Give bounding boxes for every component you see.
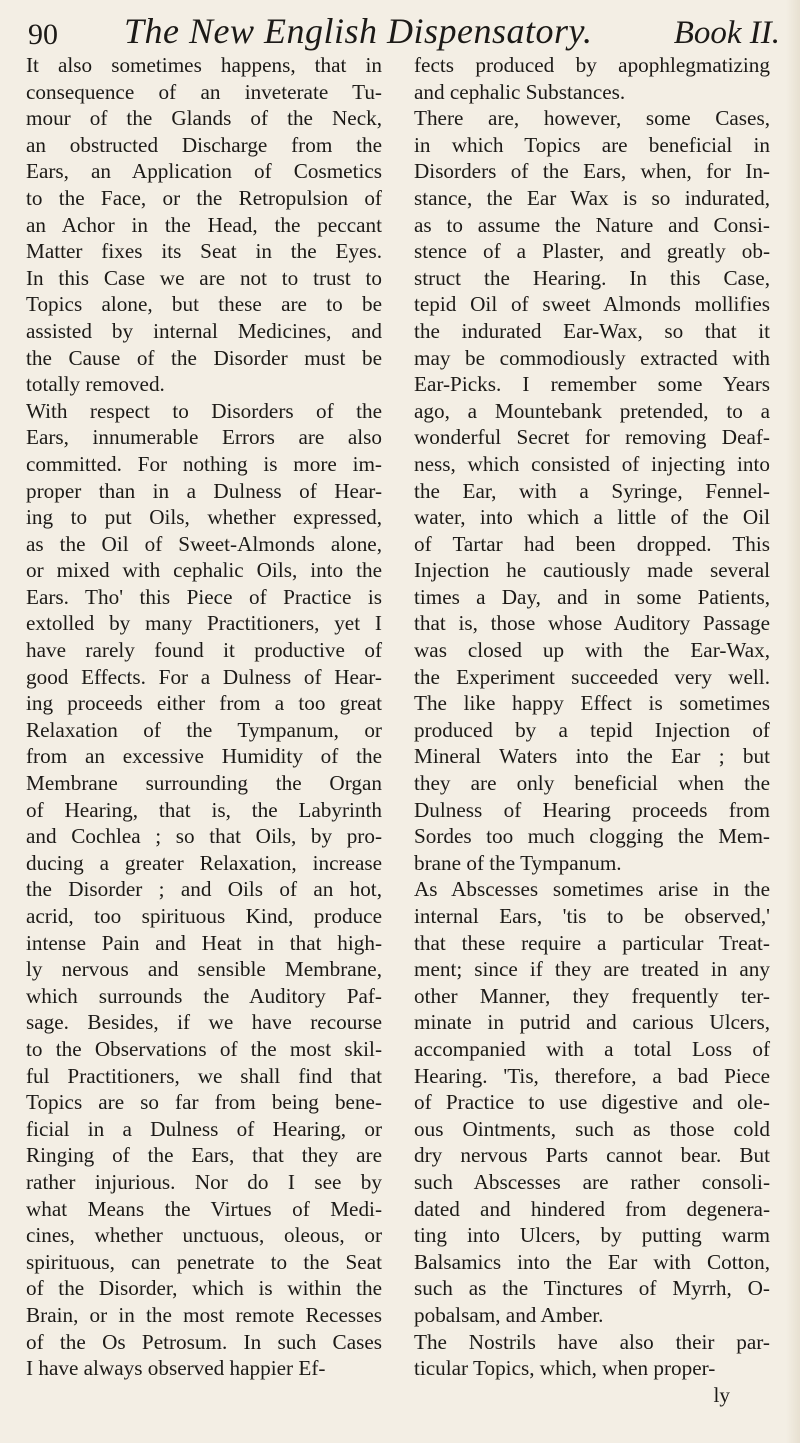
text-line: In this Case we are not to trust to <box>26 265 382 290</box>
text-line: sage. Besides, if we have recourse <box>26 1010 382 1035</box>
text-line: mour of the Glands of the Neck, <box>26 106 382 131</box>
text-line: ducing a greater Relaxation, increase <box>26 850 382 875</box>
text-line: of the Os Petrosum. In such Cases <box>26 1329 382 1354</box>
text-line: ago, a Mountebank pretended, to a <box>414 398 770 423</box>
text-line: stance, the Ear Wax is so indurated, <box>414 185 770 210</box>
text-line: ing proceeds either from a too great <box>26 691 382 716</box>
page-header <box>28 2 780 52</box>
text-line: what Means the Virtues of Medi- <box>26 1196 382 1221</box>
text-line: water, into which a little of the Oil <box>414 505 770 530</box>
text-line: consequence of an inveterate Tu- <box>26 79 382 104</box>
text-line: wonderful Secret for removing Deaf- <box>414 425 770 450</box>
text-line: and cephalic Substances. <box>414 79 626 104</box>
text-line: rather injurious. Nor do I see by <box>26 1169 382 1194</box>
text-line: There are, however, some Cases, <box>414 106 770 131</box>
text-line: proper than in a Dulness of Hear- <box>26 478 382 503</box>
text-line: Dulness of Hearing proceeds from <box>414 797 770 822</box>
text-line: the indurated Ear-Wax, so that it <box>414 318 770 343</box>
text-line: ting into Ulcers, by putting warm <box>414 1223 770 1248</box>
text-line: cines, whether unctuous, oleous, or <box>26 1223 382 1248</box>
text-line: to the Observations of the most skil- <box>26 1036 382 1061</box>
text-line: of Tartar had been dropped. This <box>414 531 770 556</box>
text-line: accompanied with a total Loss of <box>414 1036 770 1061</box>
text-line: ness, which consisted of injecting into <box>414 451 770 476</box>
text-line: from an excessive Humidity of the <box>26 744 382 769</box>
text-line: Ears, innumerable Errors are also <box>26 425 382 450</box>
text-line: and Cochlea ; so that Oils, by pro- <box>26 824 382 849</box>
text-line: an Achor in the Head, the peccant <box>26 212 382 237</box>
text-line: ficial in a Dulness of Hearing, or <box>26 1116 382 1141</box>
text-line: stence of a Plaster, and greatly ob- <box>414 239 770 264</box>
text-line: Relaxation of the Tympanum, or <box>26 717 382 742</box>
text-line: With respect to Disorders of the <box>26 398 382 423</box>
text-line: The like happy Effect is sometimes <box>414 691 770 716</box>
text-line: the Disorder ; and Oils of an hot, <box>26 877 382 902</box>
text-line: such as the Tinctures of Myrrh, O- <box>414 1276 770 1301</box>
text-line: pobalsam, and Amber. <box>414 1302 604 1327</box>
text-line: an obstructed Discharge from the <box>26 132 382 157</box>
text-line: such Abscesses are rather consoli- <box>414 1169 770 1194</box>
text-line: Topics alone, but these are to be <box>26 292 382 317</box>
text-line: of Hearing, that is, the Labyrinth <box>26 797 382 822</box>
text-line: Mineral Waters into the Ear ; but <box>414 744 770 769</box>
text-line: of the Disorder, which is within the <box>26 1276 382 1301</box>
text-line: other Manner, they frequently ter- <box>414 983 770 1008</box>
text-line: ticular Topics, which, when proper- <box>414 1356 716 1381</box>
text-line: extolled by many Practitioners, yet I <box>26 611 382 636</box>
text-line: Ringing of the Ears, that they are <box>26 1143 382 1168</box>
text-line: Membrane surrounding the Organ <box>26 771 382 796</box>
left-text-column <box>26 52 382 1382</box>
text-line: ous Ointments, such as those cold <box>414 1116 770 1141</box>
text-line: The Nostrils have also their par- <box>414 1329 770 1354</box>
text-line: It also sometimes happens, that in <box>26 53 382 77</box>
running-title: The New English Dispensatory. <box>124 11 593 51</box>
text-line: Sordes too much clogging the Mem- <box>414 824 770 849</box>
text-line: that these require a particular Treat- <box>414 930 770 955</box>
text-line: as to assume the Nature and Consi- <box>414 212 770 237</box>
text-line: ly nervous and sensible Membrane, <box>26 957 382 982</box>
text-line: dated and hindered from degenera- <box>414 1196 770 1221</box>
text-line: good Effects. For a Dulness of Hear- <box>26 664 382 689</box>
text-line: to the Face, or the Retropulsion of <box>26 185 382 210</box>
text-line: the Cause of the Disorder must be <box>26 345 382 370</box>
text-line: Ears. Tho' this Piece of Practice is <box>26 584 382 609</box>
text-line: Ear-Picks. I remember some Years <box>414 372 770 397</box>
text-line: struct the Hearing. In this Case, <box>414 265 770 290</box>
text-line: internal Ears, 'tis to be observed,' <box>414 904 770 928</box>
text-line: which surrounds the Auditory Paf- <box>26 983 382 1008</box>
text-line: may be commodiously extracted with <box>414 345 770 370</box>
text-line: or mixed with cephalic Oils, into the <box>26 558 382 583</box>
text-line: totally removed. <box>26 372 165 397</box>
page-edge-shadow <box>786 0 800 1443</box>
text-line: committed. For nothing is more im- <box>26 451 382 476</box>
page-number: 90 <box>28 18 58 51</box>
text-line: Ears, an Application of Cosmetics <box>26 159 382 184</box>
catchword: ly <box>713 1382 730 1407</box>
text-line: spirituous, can penetrate to the Seat <box>26 1249 382 1274</box>
text-line: dry nervous Parts cannot bear. But <box>414 1143 770 1168</box>
text-line: brane of the Tympanum. <box>414 850 622 875</box>
text-line: have rarely found it productive of <box>26 638 382 663</box>
text-line: Hearing. 'Tis, therefore, a bad Piece <box>414 1063 770 1088</box>
text-line: minate in putrid and carious Ulcers, <box>414 1010 770 1035</box>
text-line: of Practice to use digestive and ole- <box>414 1090 770 1115</box>
text-line: Injection he cautiously made several <box>414 558 770 583</box>
text-line: intense Pain and Heat in that high- <box>26 930 382 955</box>
text-line: As Abscesses sometimes arise in the <box>414 877 770 902</box>
text-line: times a Day, and in some Patients, <box>414 584 770 609</box>
text-line: tepid Oil of sweet Almonds mollifies <box>414 292 770 317</box>
text-line: Matter fixes its Seat in the Eyes. <box>26 239 382 264</box>
text-line: Disorders of the Ears, when, for In- <box>414 159 770 184</box>
text-line: the Experiment succeeded very well. <box>414 664 770 689</box>
text-line: ing to put Oils, whether expressed, <box>26 505 382 530</box>
text-line: Balsamics into the Ear with Cotton, <box>414 1249 770 1274</box>
text-line: ment; since if they are treated in any <box>414 957 770 982</box>
text-line: was closed up with the Ear-Wax, <box>414 638 770 663</box>
text-line: fects produced by apophlegmatizing <box>414 53 770 77</box>
text-line: the Ear, with a Syringe, Fennel- <box>414 478 770 503</box>
text-line: as the Oil of Sweet-Almonds alone, <box>26 531 382 556</box>
text-line: acrid, too spirituous Kind, produce <box>26 904 382 928</box>
text-line: that is, those whose Auditory Passage <box>414 611 770 636</box>
text-line: they are only beneficial when the <box>414 771 770 796</box>
text-line: Brain, or in the most remote Recesses <box>26 1302 382 1327</box>
right-text-column <box>414 52 770 1408</box>
text-line: ful Practitioners, we shall find that <box>26 1063 382 1088</box>
text-line: Topics are so far from being bene- <box>26 1090 382 1115</box>
text-line: produced by a tepid Injection of <box>414 717 770 742</box>
book-reference: Book II. <box>673 15 780 51</box>
text-line: assisted by internal Medicines, and <box>26 318 382 343</box>
text-line: in which Topics are beneficial in <box>414 132 770 157</box>
text-line: I have always observed happier Ef- <box>26 1356 326 1381</box>
